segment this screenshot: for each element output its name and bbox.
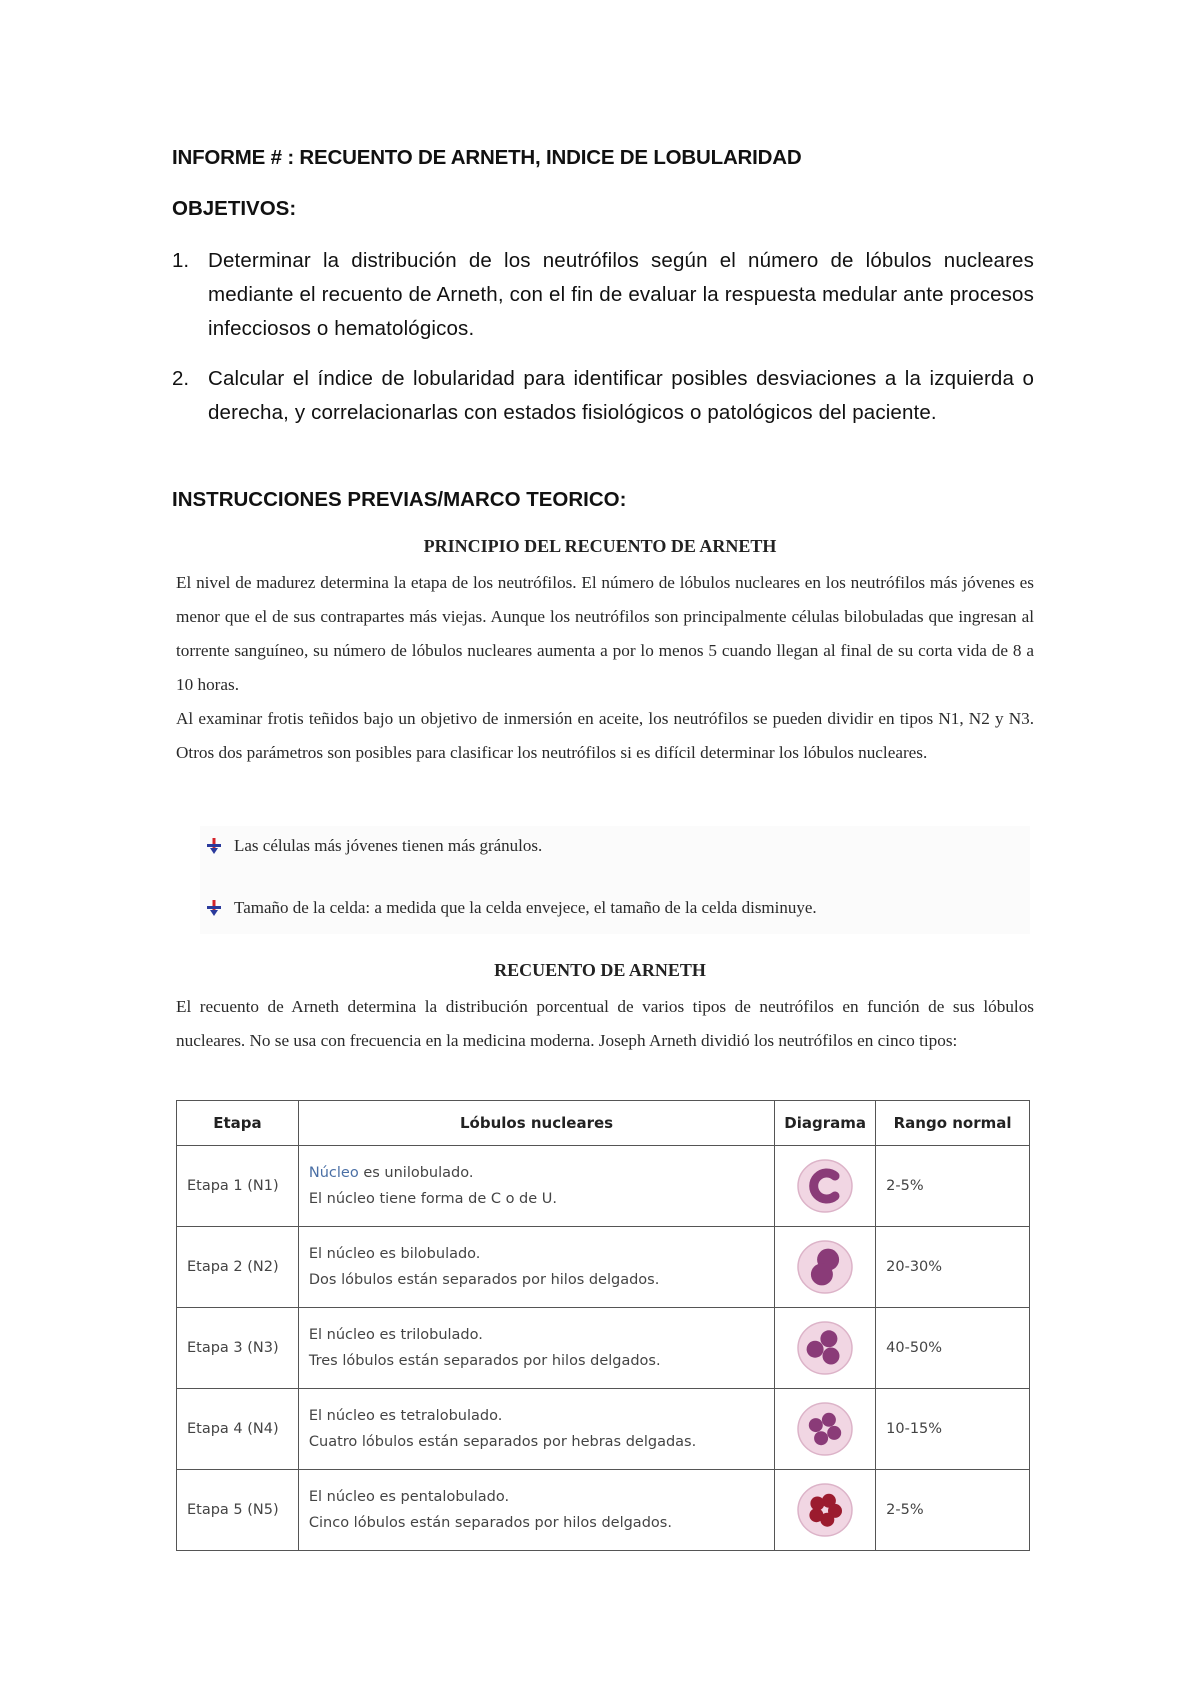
- lobulos-text: El núcleo es pentalobulado.: [308, 1489, 510, 1505]
- neutrophil-diagram-icon: [793, 1316, 857, 1380]
- neutrophil-diagram-icon: [793, 1235, 857, 1299]
- lobulos-line-2: El núcleo tiene forma de C o de U.: [308, 1191, 558, 1207]
- plus-arrow-icon: [206, 900, 222, 916]
- lobulos-line-2: Cuatro lóbulos están separados por hebras delgadas.: [308, 1434, 697, 1450]
- cell-diagrama: [775, 1470, 876, 1551]
- table-header-row: [177, 1101, 1030, 1146]
- cell-rango: 20-30%: [876, 1227, 1030, 1308]
- cell-lobulos: [298, 1470, 774, 1551]
- nucleo-link[interactable]: Núcleo: [308, 1165, 359, 1181]
- cell-diagrama: [775, 1389, 876, 1470]
- arneth-title: RECUENTO DE ARNETH: [494, 960, 706, 980]
- cell-lobulos: [298, 1146, 774, 1227]
- page-title: INFORME # : RECUENTO DE ARNETH, INDICE DE LOBULARIDAD: [172, 146, 802, 169]
- lobulos-line-1: [309, 1160, 764, 1186]
- cell-rango: 40-50%: [876, 1308, 1030, 1389]
- lobulos-line-1: [309, 1241, 764, 1267]
- arneth-table: [176, 1100, 1030, 1551]
- lobulos-text: es unilobulado.: [358, 1165, 474, 1181]
- lobulos-line-2: Tres lóbulos están separados por hilos delgados.: [308, 1353, 661, 1369]
- cell-diagrama: [775, 1146, 876, 1227]
- lobulos-line-1: [309, 1403, 764, 1429]
- bullet-item: [206, 836, 542, 856]
- table-row: [177, 1389, 1030, 1470]
- objective-number: 2.: [172, 367, 190, 390]
- cell-lobulos: [298, 1308, 774, 1389]
- objective-text: Calcular el índice de lobularidad para identificar posibles desviaciones a la izquierda o derecha, y correlacionarlas con estados fisiológicos o patológicos del paciente.: [208, 367, 1034, 424]
- cell-rango: 2-5%: [876, 1470, 1030, 1551]
- objectives-heading: OBJETIVOS:: [172, 197, 297, 220]
- neutrophil-diagram-icon: [793, 1154, 857, 1218]
- cell-etapa: Etapa 5 (N5): [177, 1470, 299, 1551]
- table-row: [177, 1308, 1030, 1389]
- header-lobulos: Lóbulos nucleares: [298, 1101, 774, 1146]
- header-rango: Rango normal: [876, 1101, 1030, 1146]
- table-row: [177, 1227, 1030, 1308]
- cell-lobulos: [298, 1227, 774, 1308]
- table-body: [177, 1146, 1030, 1551]
- cell-etapa: Etapa 4 (N4): [177, 1389, 299, 1470]
- instructions-heading: INSTRUCCIONES PREVIAS/MARCO TEORICO:: [172, 488, 627, 511]
- bullet-list: [200, 826, 1030, 934]
- lobulos-line-1: [309, 1322, 764, 1348]
- bullet-item: [206, 898, 817, 918]
- lobulos-text: El núcleo es trilobulado.: [308, 1327, 483, 1343]
- table-row: [177, 1470, 1030, 1551]
- objective-item: [172, 244, 1034, 346]
- cell-diagrama: [775, 1308, 876, 1389]
- objective-number: 1.: [172, 249, 190, 272]
- principle-paragraph-1: El nivel de madurez determina la etapa de los neutrófilos. El número de lóbulos nucleares en los neutrófilos más jóvenes es menor que el de sus contrapartes más viejas. Aunque los neutrófilos son principalmente células bilobuladas que ingresan al torrente sanguíneo, su número de lóbulos nucleares aumenta a por lo menos 5 cuando llegan al final de su corta vida de 8 a 10 horas.: [176, 573, 1034, 694]
- objective-item: [172, 362, 1034, 430]
- principle-paragraph-2: Al examinar frotis teñidos bajo un objetivo de inmersión en aceite, los neutrófilos se pueden dividir en tipos N1, N2 y N3. Otros dos parámetros son posibles para clasificar los neutrófilos si es difícil determinar los lóbulos nucleares.: [176, 709, 1034, 762]
- lobulos-line-2: Cinco lóbulos están separados por hilos delgados.: [308, 1515, 672, 1531]
- header-etapa: Etapa: [177, 1101, 299, 1146]
- header-diagrama: Diagrama: [775, 1101, 876, 1146]
- arneth-paragraph: El recuento de Arneth determina la distribución porcentual de varios tipos de neutrófilos en función de sus lóbulos nucleares. No se usa con frecuencia en la medicina moderna. Joseph Arneth dividió los neutrófilos en cinco tipos:: [176, 997, 1034, 1050]
- lobulos-line-1: [309, 1484, 764, 1510]
- bullet-text: Las células más jóvenes tienen más gránulos.: [234, 836, 543, 855]
- neutrophil-diagram-icon: [793, 1478, 857, 1542]
- plus-arrow-icon: [206, 838, 222, 854]
- cell-etapa: Etapa 2 (N2): [177, 1227, 299, 1308]
- cell-rango: 10-15%: [876, 1389, 1030, 1470]
- cell-lobulos: [298, 1389, 774, 1470]
- bullet-text: Tamaño de la celda: a medida que la celda envejece, el tamaño de la celda disminuye.: [234, 898, 817, 917]
- cell-etapa: Etapa 1 (N1): [177, 1146, 299, 1227]
- principle-title: PRINCIPIO DEL RECUENTO DE ARNETH: [423, 536, 777, 556]
- neutrophil-diagram-icon: [793, 1397, 857, 1461]
- cell-diagrama: [775, 1227, 876, 1308]
- cell-rango: 2-5%: [876, 1146, 1030, 1227]
- lobulos-line-2: Dos lóbulos están separados por hilos delgados.: [308, 1272, 660, 1288]
- lobulos-text: El núcleo es bilobulado.: [308, 1246, 481, 1262]
- objective-text: Determinar la distribución de los neutrófilos según el número de lóbulos nucleares mediante el recuento de Arneth, con el fin de evaluar la respuesta medular ante procesos infecciosos o hematológicos.: [208, 249, 1034, 340]
- table-row: [177, 1146, 1030, 1227]
- lobulos-text: El núcleo es tetralobulado.: [308, 1408, 503, 1424]
- objectives-list: [172, 244, 1034, 446]
- cell-etapa: Etapa 3 (N3): [177, 1308, 299, 1389]
